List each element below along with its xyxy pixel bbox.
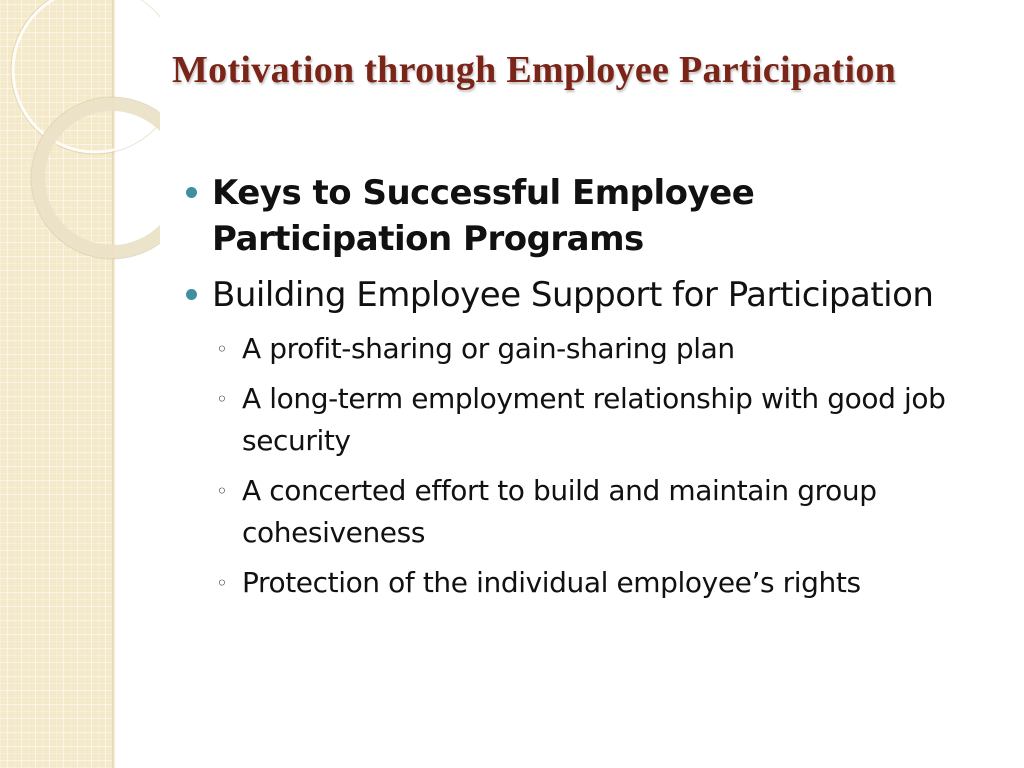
hollow-circle-icon: ◦ bbox=[216, 387, 228, 411]
bullet-text: Building Employee Support for Participation bbox=[212, 275, 934, 315]
sub-bullet-employee-rights bbox=[216, 562, 972, 604]
slide-title: Motivation through Employee Participation bbox=[172, 49, 897, 91]
sub-bullet-text: A concerted effort to build and maintain group cohesiveness bbox=[242, 474, 877, 549]
hollow-circle-icon: ◦ bbox=[216, 337, 228, 361]
hollow-circle-icon: ◦ bbox=[216, 479, 228, 503]
filled-circle-icon bbox=[186, 187, 197, 198]
sub-bullet-profit-sharing bbox=[216, 328, 972, 370]
sub-bullet-long-term-employment bbox=[216, 378, 972, 462]
bullet-text: Keys to Successful Employee Participation Programs bbox=[212, 173, 755, 259]
sub-bullet-group-cohesiveness bbox=[216, 470, 972, 554]
sub-bullet-text: Protection of the individual employee’s rights bbox=[242, 566, 861, 599]
bullet-building-support bbox=[186, 272, 986, 318]
slide-body bbox=[186, 170, 986, 612]
decorative-rings bbox=[0, 0, 160, 260]
sub-bullet-text: A long-term employment relationship with good job security bbox=[242, 382, 946, 457]
bullet-keys-to-success bbox=[186, 170, 986, 262]
sub-bullet-text: A profit-sharing or gain-sharing plan bbox=[242, 332, 735, 365]
filled-circle-icon bbox=[186, 289, 197, 300]
hollow-circle-icon: ◦ bbox=[216, 571, 228, 595]
